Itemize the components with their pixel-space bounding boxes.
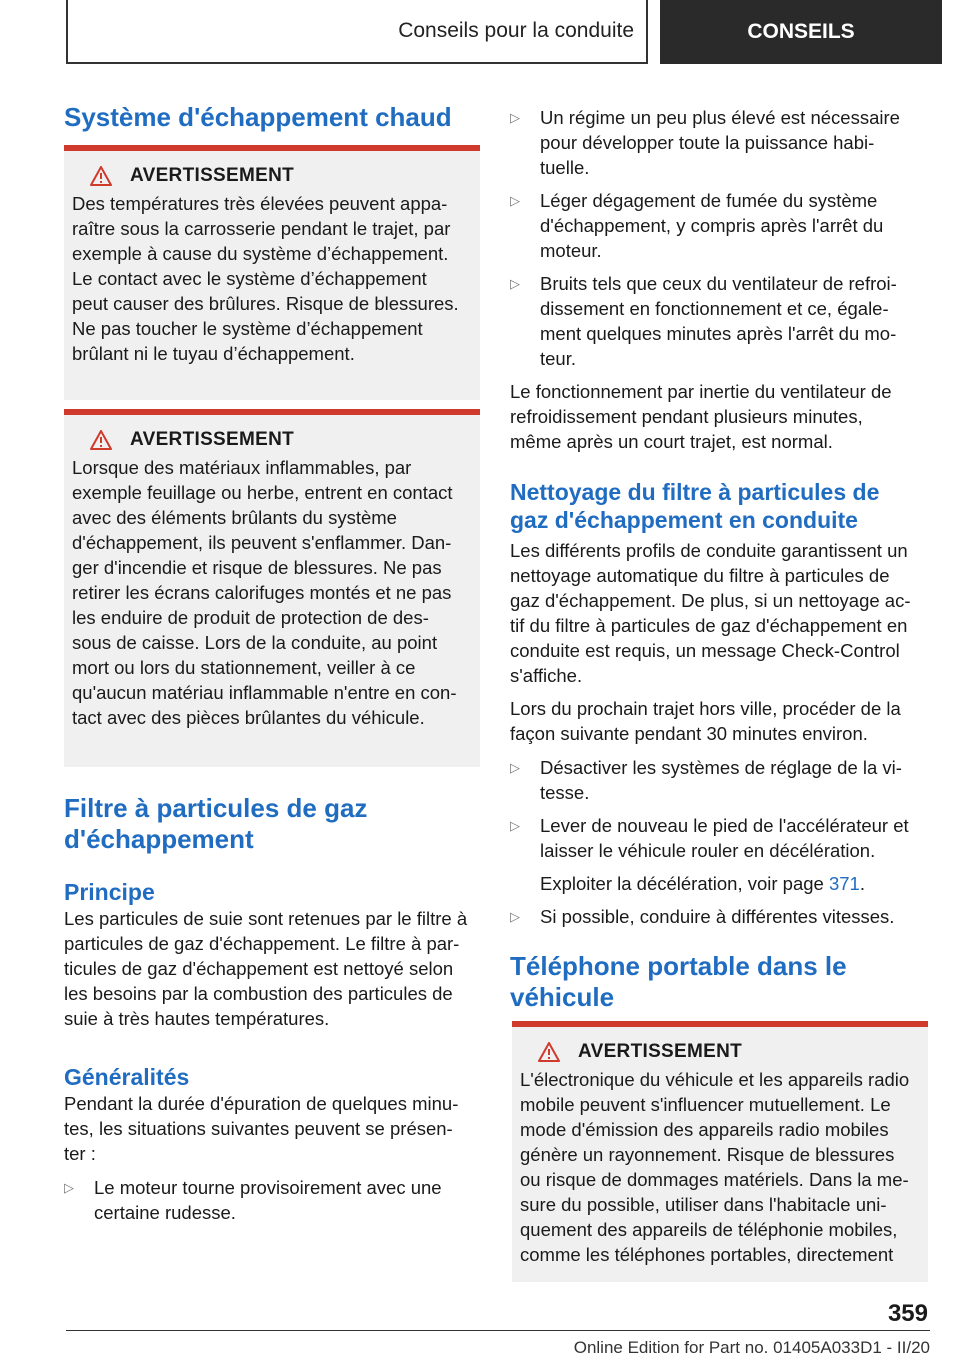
warning-line: comme les téléphones portables, directement — [520, 1244, 894, 1265]
principe-line: suie à très hautes températures. — [64, 1008, 330, 1029]
list-item-text: Bruits tels que ceux du ventilateur de refroi‐ — [540, 273, 897, 294]
list-item-text: Le moteur tourne provisoirement avec une — [94, 1177, 442, 1198]
warning-line: Des températures très élevées peuvent appa‐ — [72, 193, 448, 214]
paragraph-line: conduite est requis, un message Check-Control — [510, 640, 900, 661]
list-item-text: tesse. — [540, 782, 590, 803]
list-item-text: Si possible, conduire à différentes vitesses. — [540, 906, 895, 927]
list-item — [510, 271, 928, 371]
warning-line: raître sous la carrosserie pendant le trajet, par — [72, 218, 451, 239]
warning-line: ou risque de dommages matériels. Dans la me‐ — [520, 1169, 909, 1190]
heading-general: Généralités — [64, 1064, 190, 1090]
section-general — [64, 1063, 482, 1225]
list-item-text: pour développer toute la puissance habi‐ — [540, 132, 875, 153]
paragraph-line: même après un court trajet, est normal. — [510, 431, 833, 452]
list-item-text: Un régime un peu plus élevé est nécessaire — [540, 107, 900, 128]
warning-line: mort ou lors du stationnement, veiller à ce — [72, 657, 416, 678]
chapter-tab[interactable] — [660, 0, 942, 64]
list-item — [64, 1175, 482, 1225]
heading-phone — [510, 951, 928, 1013]
warning-line: génère un rayonnement. Risque de blessures — [520, 1144, 895, 1165]
warning-line: brûlant ni le tuyau d’échappement. — [72, 343, 355, 364]
list-item-text: certaine rudesse. — [94, 1202, 236, 1223]
warning-title: AVERTISSEMENT — [578, 1041, 743, 1062]
principe-line: particules de gaz d'échappement. Le filtre à par‐ — [64, 933, 460, 954]
principe-line: ticules de gaz d'échappement est nettoyé selon — [64, 958, 454, 979]
chapter-title: CONSEILS — [747, 20, 855, 43]
paragraph-line: nettoyage automatique du filtre à particules de — [510, 565, 890, 586]
warning-line: peut causer des brûlures. Risque de blessures. — [72, 293, 459, 314]
warning-line: ger d'incendie et risque de blessures. Ne pas — [72, 557, 442, 578]
list-item — [510, 105, 928, 180]
bullet-triangle-icon: ▷ — [510, 909, 520, 924]
list-item — [510, 904, 928, 929]
heading-exhaust-text: Système d'échappement chaud — [64, 102, 452, 132]
section-title: Conseils pour la conduite — [398, 19, 634, 42]
paragraph-line: tif du filtre à particules de gaz d'échappement en — [510, 615, 908, 636]
principe-line: Les particules de suie sont retenues par le filtre à — [64, 908, 468, 929]
bullet-triangle-icon: ▷ — [510, 760, 520, 775]
heading-filter — [64, 793, 482, 855]
list-item-text: laisser le véhicule rouler en décélération. — [540, 840, 876, 861]
right-column-top — [510, 105, 928, 454]
warning-box-hot-exhaust — [64, 145, 480, 400]
warning-line: Ne pas toucher le système d’échappement — [72, 318, 423, 339]
warning-line: Le contact avec le système d’échappement — [72, 268, 427, 289]
heading-phone-line: Téléphone portable dans le — [510, 951, 847, 981]
warning-box-flammable — [64, 409, 480, 767]
general-line: Pendant la durée d'épuration de quelques minu‐ — [64, 1093, 459, 1114]
cross-reference — [540, 871, 909, 896]
principe-line: les besoins par la combustion des particules de — [64, 983, 453, 1004]
heading-filter-line: d'échappement — [64, 824, 254, 854]
heading-exhaust — [64, 102, 482, 133]
page-link[interactable]: 371 — [828, 873, 860, 894]
list-item-text: Léger dégagement de fumée du système — [540, 190, 878, 211]
warning-line: les enduire de produit de protection de des‐ — [72, 607, 429, 628]
bullet-triangle-icon: ▷ — [510, 110, 520, 125]
list-item — [510, 755, 928, 805]
general-line: tes, les situations suivantes peuvent se présen‐ — [64, 1118, 453, 1139]
warning-line: Lorsque des matériaux inflammables, par — [72, 457, 412, 478]
warning-line: quement des appareils de téléphonie mobiles, — [520, 1219, 898, 1240]
bullet-triangle-icon: ▷ — [64, 1180, 74, 1195]
paragraph-line: Lors du prochain trajet hors ville, procéder de la — [510, 698, 901, 719]
page-number: 359 — [887, 1300, 928, 1327]
warning-line: qu'aucun matériau inflammable n'entre en con‐ — [72, 682, 457, 703]
edition-label: Online Edition for Part no. 01405A033D1 - II/20 — [573, 1338, 930, 1357]
section-cleaning — [510, 478, 928, 929]
heading-filter-line: Filtre à particules de gaz — [64, 793, 368, 823]
paragraph-line: refroidissement pendant plusieurs minutes, — [510, 406, 863, 427]
list-item-text: ment quelques minutes après l'arrêt du mo‐ — [540, 323, 897, 344]
heading-cleaning-line: Nettoyage du filtre à particules de — [510, 479, 880, 505]
general-line: ter : — [64, 1143, 96, 1164]
warning-title: AVERTISSEMENT — [130, 165, 295, 186]
list-item-text: moteur. — [540, 240, 602, 261]
heading-phone-line: véhicule — [510, 982, 615, 1012]
section-principe — [64, 878, 482, 1031]
warning-box-phone — [512, 1021, 928, 1282]
bullet-triangle-icon: ▷ — [510, 818, 520, 833]
warning-line: retirer les écrans calorifuges montés et ne pas — [72, 582, 452, 603]
warning-line: tact avec des pièces brûlantes du véhicule. — [72, 707, 425, 728]
list-item-text: teur. — [540, 348, 576, 369]
heading-principe: Principe — [64, 879, 155, 905]
list-item-text: dissement en fonctionnement et ce, égale‐ — [540, 298, 889, 319]
bullet-triangle-icon: ▷ — [510, 193, 520, 208]
cross-reference-end: . — [859, 873, 865, 894]
list-item — [510, 188, 928, 263]
warning-triangle-icon — [90, 430, 112, 450]
heading-cleaning-line: gaz d'échappement en conduite — [510, 507, 858, 533]
warning-triangle-icon — [90, 166, 112, 186]
footer-divider — [66, 1330, 930, 1331]
cross-reference-text: Exploiter la décélération, voir page — [540, 873, 829, 894]
list-item-text: Lever de nouveau le pied de l'accélérateur et — [540, 815, 909, 836]
warning-line: sure du possible, utiliser dans l'habitacle uni‐ — [520, 1194, 887, 1215]
warning-line: sous de caisse. Lors de la conduite, au point — [72, 632, 438, 653]
list-item-text: tuelle. — [540, 157, 590, 178]
warning-line: avec des éléments brûlants du système — [72, 507, 397, 528]
paragraph-line: Les différents profils de conduite garantissent un — [510, 540, 908, 561]
warning-line: L'électronique du véhicule et les appareils radio — [520, 1069, 910, 1090]
bullet-triangle-icon: ▷ — [510, 276, 520, 291]
list-item-text: d'échappement, y compris après l'arrêt du — [540, 215, 884, 236]
paragraph-line: façon suivante pendant 30 minutes environ. — [510, 723, 868, 744]
list-item — [510, 813, 928, 896]
list-item-text: Désactiver les systèmes de réglage de la vi‐ — [540, 757, 902, 778]
warning-line: exemple feuillage ou herbe, entrent en contact — [72, 482, 453, 503]
warning-line: d'échappement, ils peuvent s'enflammer. Dan‐ — [72, 532, 452, 553]
paragraph-line: s'affiche. — [510, 665, 583, 686]
paragraph-line: Le fonctionnement par inertie du ventilateur de — [510, 381, 892, 402]
warning-line: mode d'émission des appareils radio mobiles — [520, 1119, 889, 1140]
warning-triangle-icon — [538, 1042, 560, 1062]
warning-line: exemple à cause du système d’échappement. — [72, 243, 449, 264]
warning-line: mobile peuvent s'influencer mutuellement. Le — [520, 1094, 891, 1115]
paragraph-line: gaz d'échappement. De plus, si un nettoyage ac‐ — [510, 590, 911, 611]
warning-title: AVERTISSEMENT — [130, 429, 295, 450]
section-header — [66, 0, 648, 64]
